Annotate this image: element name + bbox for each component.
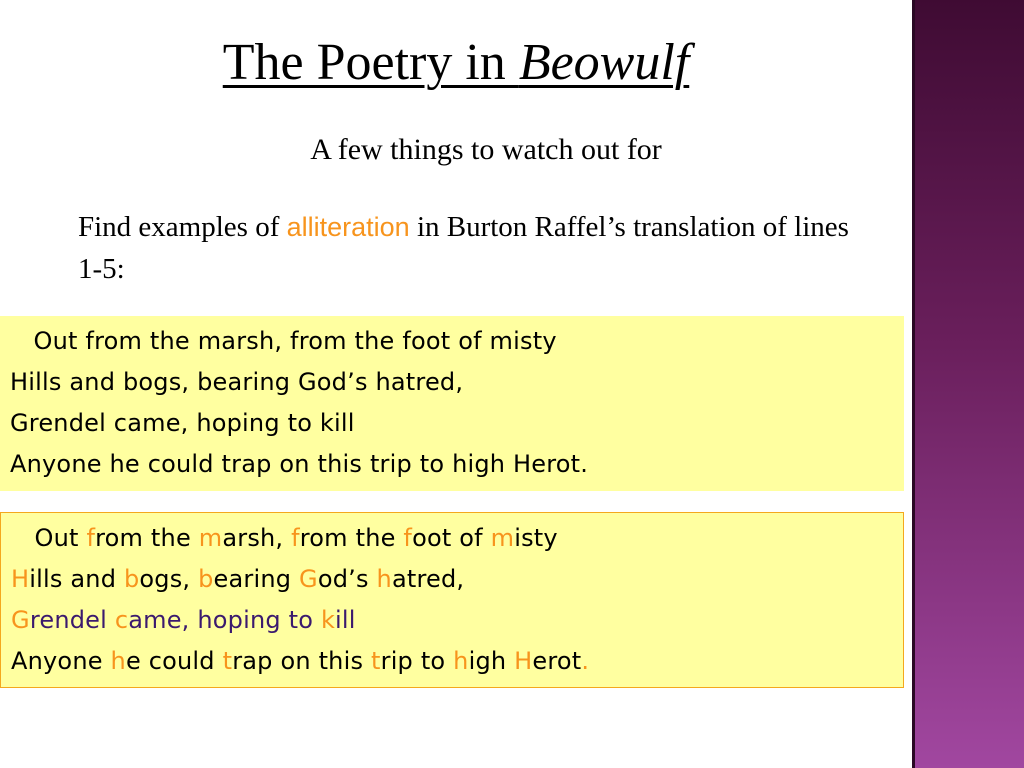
segment: arsh, bbox=[222, 524, 292, 552]
alliteration-letter: h bbox=[453, 647, 469, 675]
decorative-side-bar bbox=[912, 0, 1024, 768]
alliteration-letter: t bbox=[371, 647, 381, 675]
alliteration-letter: G bbox=[11, 606, 30, 634]
segment: rom the bbox=[299, 524, 404, 552]
highlighted-line-2 bbox=[11, 559, 903, 600]
alliteration-letter: f bbox=[291, 524, 300, 552]
segment: ogs, bbox=[139, 565, 199, 593]
instruction-highlight: alliteration bbox=[286, 212, 410, 242]
segment: e could bbox=[125, 647, 223, 675]
segment: rom the bbox=[95, 524, 199, 552]
segment: earing bbox=[213, 565, 300, 593]
instruction-before: Find examples of bbox=[78, 211, 287, 243]
alliteration-letter: f bbox=[86, 524, 96, 552]
alliteration-letter: m bbox=[490, 524, 515, 552]
highlighted-line-4 bbox=[11, 641, 903, 682]
highlighted-verse-box bbox=[0, 512, 904, 688]
segment: rip to bbox=[380, 647, 454, 675]
segment: rap on this bbox=[232, 647, 371, 675]
alliteration-letter: t bbox=[222, 647, 233, 675]
title-prefix: The Poetry in bbox=[222, 34, 519, 91]
alliteration-letter: H bbox=[11, 565, 30, 593]
alliteration-letter: h bbox=[110, 647, 126, 675]
alliteration-letter: m bbox=[198, 524, 223, 552]
title-italic: Beowulf bbox=[518, 34, 690, 91]
segment: erot bbox=[532, 647, 582, 675]
alliteration-letter: b bbox=[123, 565, 140, 593]
verse-line-3: Grendel came, hoping to kill bbox=[10, 409, 355, 437]
alliteration-letter: . bbox=[581, 647, 590, 675]
segment: Anyone bbox=[11, 647, 111, 675]
alliteration-letter: k bbox=[320, 606, 336, 634]
instruction-after: in Burton Raffel’s translation of lines 1-5: bbox=[78, 211, 849, 285]
segment: ills and bbox=[29, 565, 124, 593]
slide-title bbox=[0, 28, 912, 98]
segment: rendel bbox=[29, 606, 115, 634]
alliteration-letter: c bbox=[114, 606, 129, 634]
segment: ame, hoping to bbox=[128, 606, 321, 634]
slide-subtitle: A few things to watch out for bbox=[310, 133, 662, 166]
highlighted-line-1 bbox=[11, 518, 903, 559]
segment: ill bbox=[335, 606, 356, 634]
segment: igh bbox=[468, 647, 515, 675]
alliteration-letter: f bbox=[403, 524, 413, 552]
verse-line-4: Anyone he could trap on this trip to high Herot. bbox=[10, 450, 589, 478]
segment: Out bbox=[11, 524, 87, 552]
segment: oot of bbox=[412, 524, 491, 552]
alliteration-letter: G bbox=[299, 565, 318, 593]
alliteration-letter: h bbox=[376, 565, 392, 593]
instruction-text bbox=[78, 206, 868, 290]
plain-verse-box bbox=[0, 316, 904, 491]
segment: atred, bbox=[391, 565, 465, 593]
segment: isty bbox=[514, 524, 558, 552]
verse-line-1: Out from the marsh, from the foot of misty bbox=[10, 327, 557, 355]
alliteration-letter: H bbox=[514, 647, 533, 675]
segment: od’s bbox=[317, 565, 377, 593]
alliteration-letter: b bbox=[198, 565, 214, 593]
title-underlined bbox=[223, 34, 689, 91]
highlighted-line-3 bbox=[11, 600, 903, 641]
verse-line-2: Hills and bogs, bearing God’s hatred, bbox=[10, 368, 464, 396]
